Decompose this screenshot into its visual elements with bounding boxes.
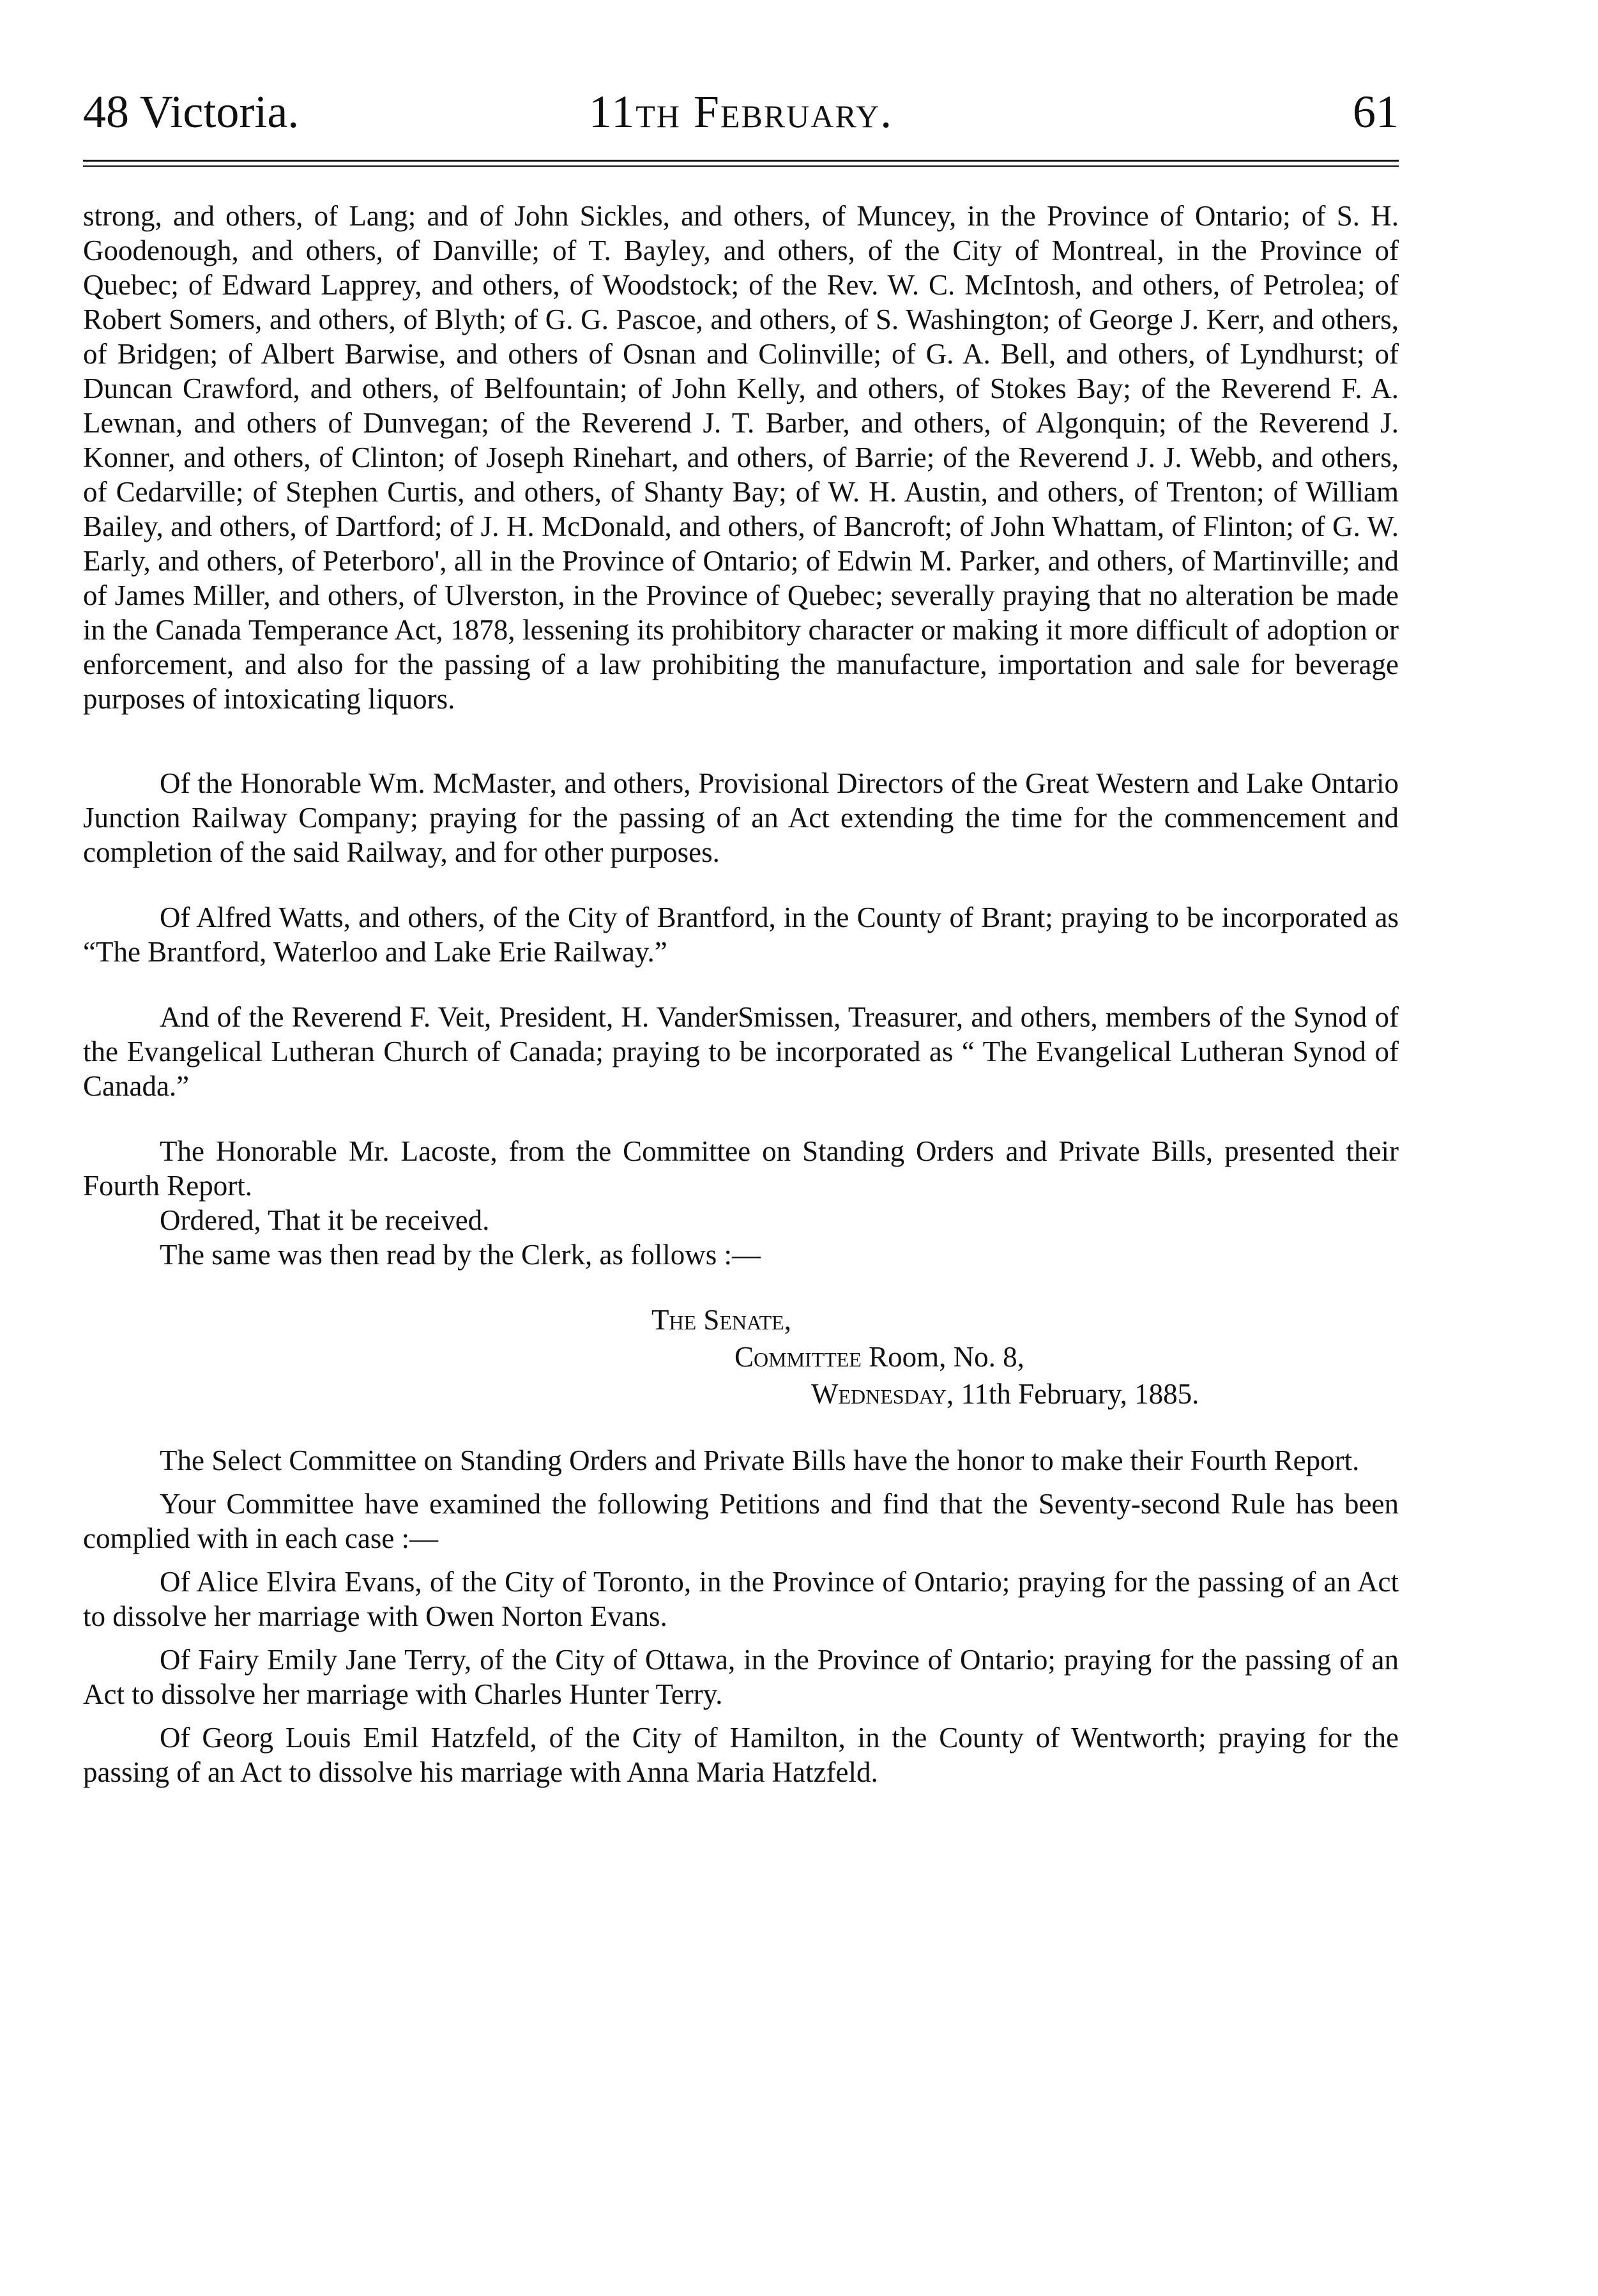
dateline-weekday: Wednesday, <box>811 1378 954 1410</box>
document-page <box>83 77 1399 1789</box>
dateline-room <box>83 1338 1399 1375</box>
dateline-day: 11th February, 1885. <box>961 1378 1199 1410</box>
report-dateline <box>83 1301 1399 1412</box>
dateline-senate: The Senate, <box>651 1304 791 1336</box>
header-rule <box>83 160 1399 167</box>
page-number: 61 <box>1353 86 1399 137</box>
read-by-clerk: The same was then read by the Clerk, as follows :— <box>160 1239 761 1271</box>
header-reign: 48 Victoria. <box>83 86 300 137</box>
petition-lutheran-synod: And of the Reverend F. Veit, President, H. VanderSmissen, Treasurer, and others, members of the Synod of the Evangelical Lutheran Church of Canada; praying to be incorporated as “ The Evangelical Lutheran Synod of Canada.” <box>83 1001 1399 1102</box>
header-date: 11th February. <box>588 86 894 137</box>
page-header <box>83 77 1399 147</box>
order-received: Ordered, That it be received. <box>160 1204 490 1236</box>
dateline-room-number: Room, No. 8, <box>869 1341 1024 1373</box>
petition-list-paragraph: strong, and others, of Lang; and of John Sickles, and others, of Muncey, in the Province of Ontario; of S. H. Goodenough, and others, of Danville; of T. Bayley, and others, of the City of Montreal, in the Province of Quebec; of Edward Lapprey, and others, of Woodstock; of the Rev. W. C. McIntosh, and others, of Petrolea; of Robert Somers, and others, of Blyth; of G. G. Pascoe, and others, of S. Washington; of George J. Kerr, and others, of Bridgen; of Albert Barwise, and others of Osnan and Colinville; of G. A. Bell, and others, of Lyndhurst; of Duncan Crawford, and others, of Belfountain; of John Kelly, and others, of Stokes Bay; of the Reverend F. A. Lewnan, and others of Dunvegan; of the Reverend J. T. Barber, and others, of Algonquin; of the Reverend J. Konner, and others, of Clinton; of Joseph Rinehart, and others, of Barrie; of the Reverend J. J. Webb, and others, of Cedarville; of Stephen Curtis, and others, of Shanty Bay; of W. H. Austin, and others, of Trenton; of William Bailey, and others, of Dartford; of J. H. McDonald, and others, of Bancroft; of John Whattam, of Flinton; of G. W. Early, and others, of Peterboro', all in the Province of Ontario; of Edwin M. Parker, and others, of Martinville; and of James Miller, and others, of Ulverston, in the Province of Quebec; severally praying that no alteration be made in the Canada Temperance Act, 1878, lessening its prohibitory character or making it more difficult of adoption or enforcement, and also for the passing of a law prohibiting the manufacture, importation and sale for beverage purposes of intoxicating liquors. <box>83 200 1399 715</box>
petition-brantford-railway: Of Alfred Watts, and others, of the City of Brantford, in the County of Brant; praying to be incorporated as “The Brantford, Waterloo and Lake Erie Railway.” <box>83 901 1399 968</box>
report-examination: Your Committee have examined the following Petitions and find that the Seventy-second Rule has been complied with in each case :— <box>83 1488 1399 1554</box>
petition-hatzfeld-divorce: Of Georg Louis Emil Hatzfeld, of the City of Hamilton, in the County of Wentworth; praying for the passing of an Act to dissolve his marriage with Anna Maria Hatzfeld. <box>83 1722 1399 1788</box>
dateline-committee-word: Committee <box>734 1341 862 1373</box>
petition-terry-divorce: Of Fairy Emily Jane Terry, of the City of Ottawa, in the Province of Ontario; praying for the passing of an Act to dissolve her marriage with Charles Hunter Terry. <box>83 1644 1399 1710</box>
committee-report-presented: The Honorable Mr. Lacoste, from the Committee on Standing Orders and Private Bills, presented their Fourth Report. <box>83 1135 1399 1202</box>
petition-railway-junction: Of the Honorable Wm. McMaster, and others, Provisional Directors of the Great Western and Lake Ontario Junction Railway Company; praying for the passing of an Act extending the time for the commencement and completion of the said Railway, and for other purposes. <box>83 767 1399 868</box>
petition-evans-divorce: Of Alice Elvira Evans, of the City of Toronto, in the Province of Ontario; praying for the passing of an Act to dissolve her marriage with Owen Norton Evans. <box>83 1566 1399 1632</box>
dateline-date <box>83 1375 1399 1412</box>
page-body <box>83 199 1399 1789</box>
report-intro: The Select Committee on Standing Orders and Private Bills have the honor to make their Fourth Report. <box>160 1444 1360 1476</box>
